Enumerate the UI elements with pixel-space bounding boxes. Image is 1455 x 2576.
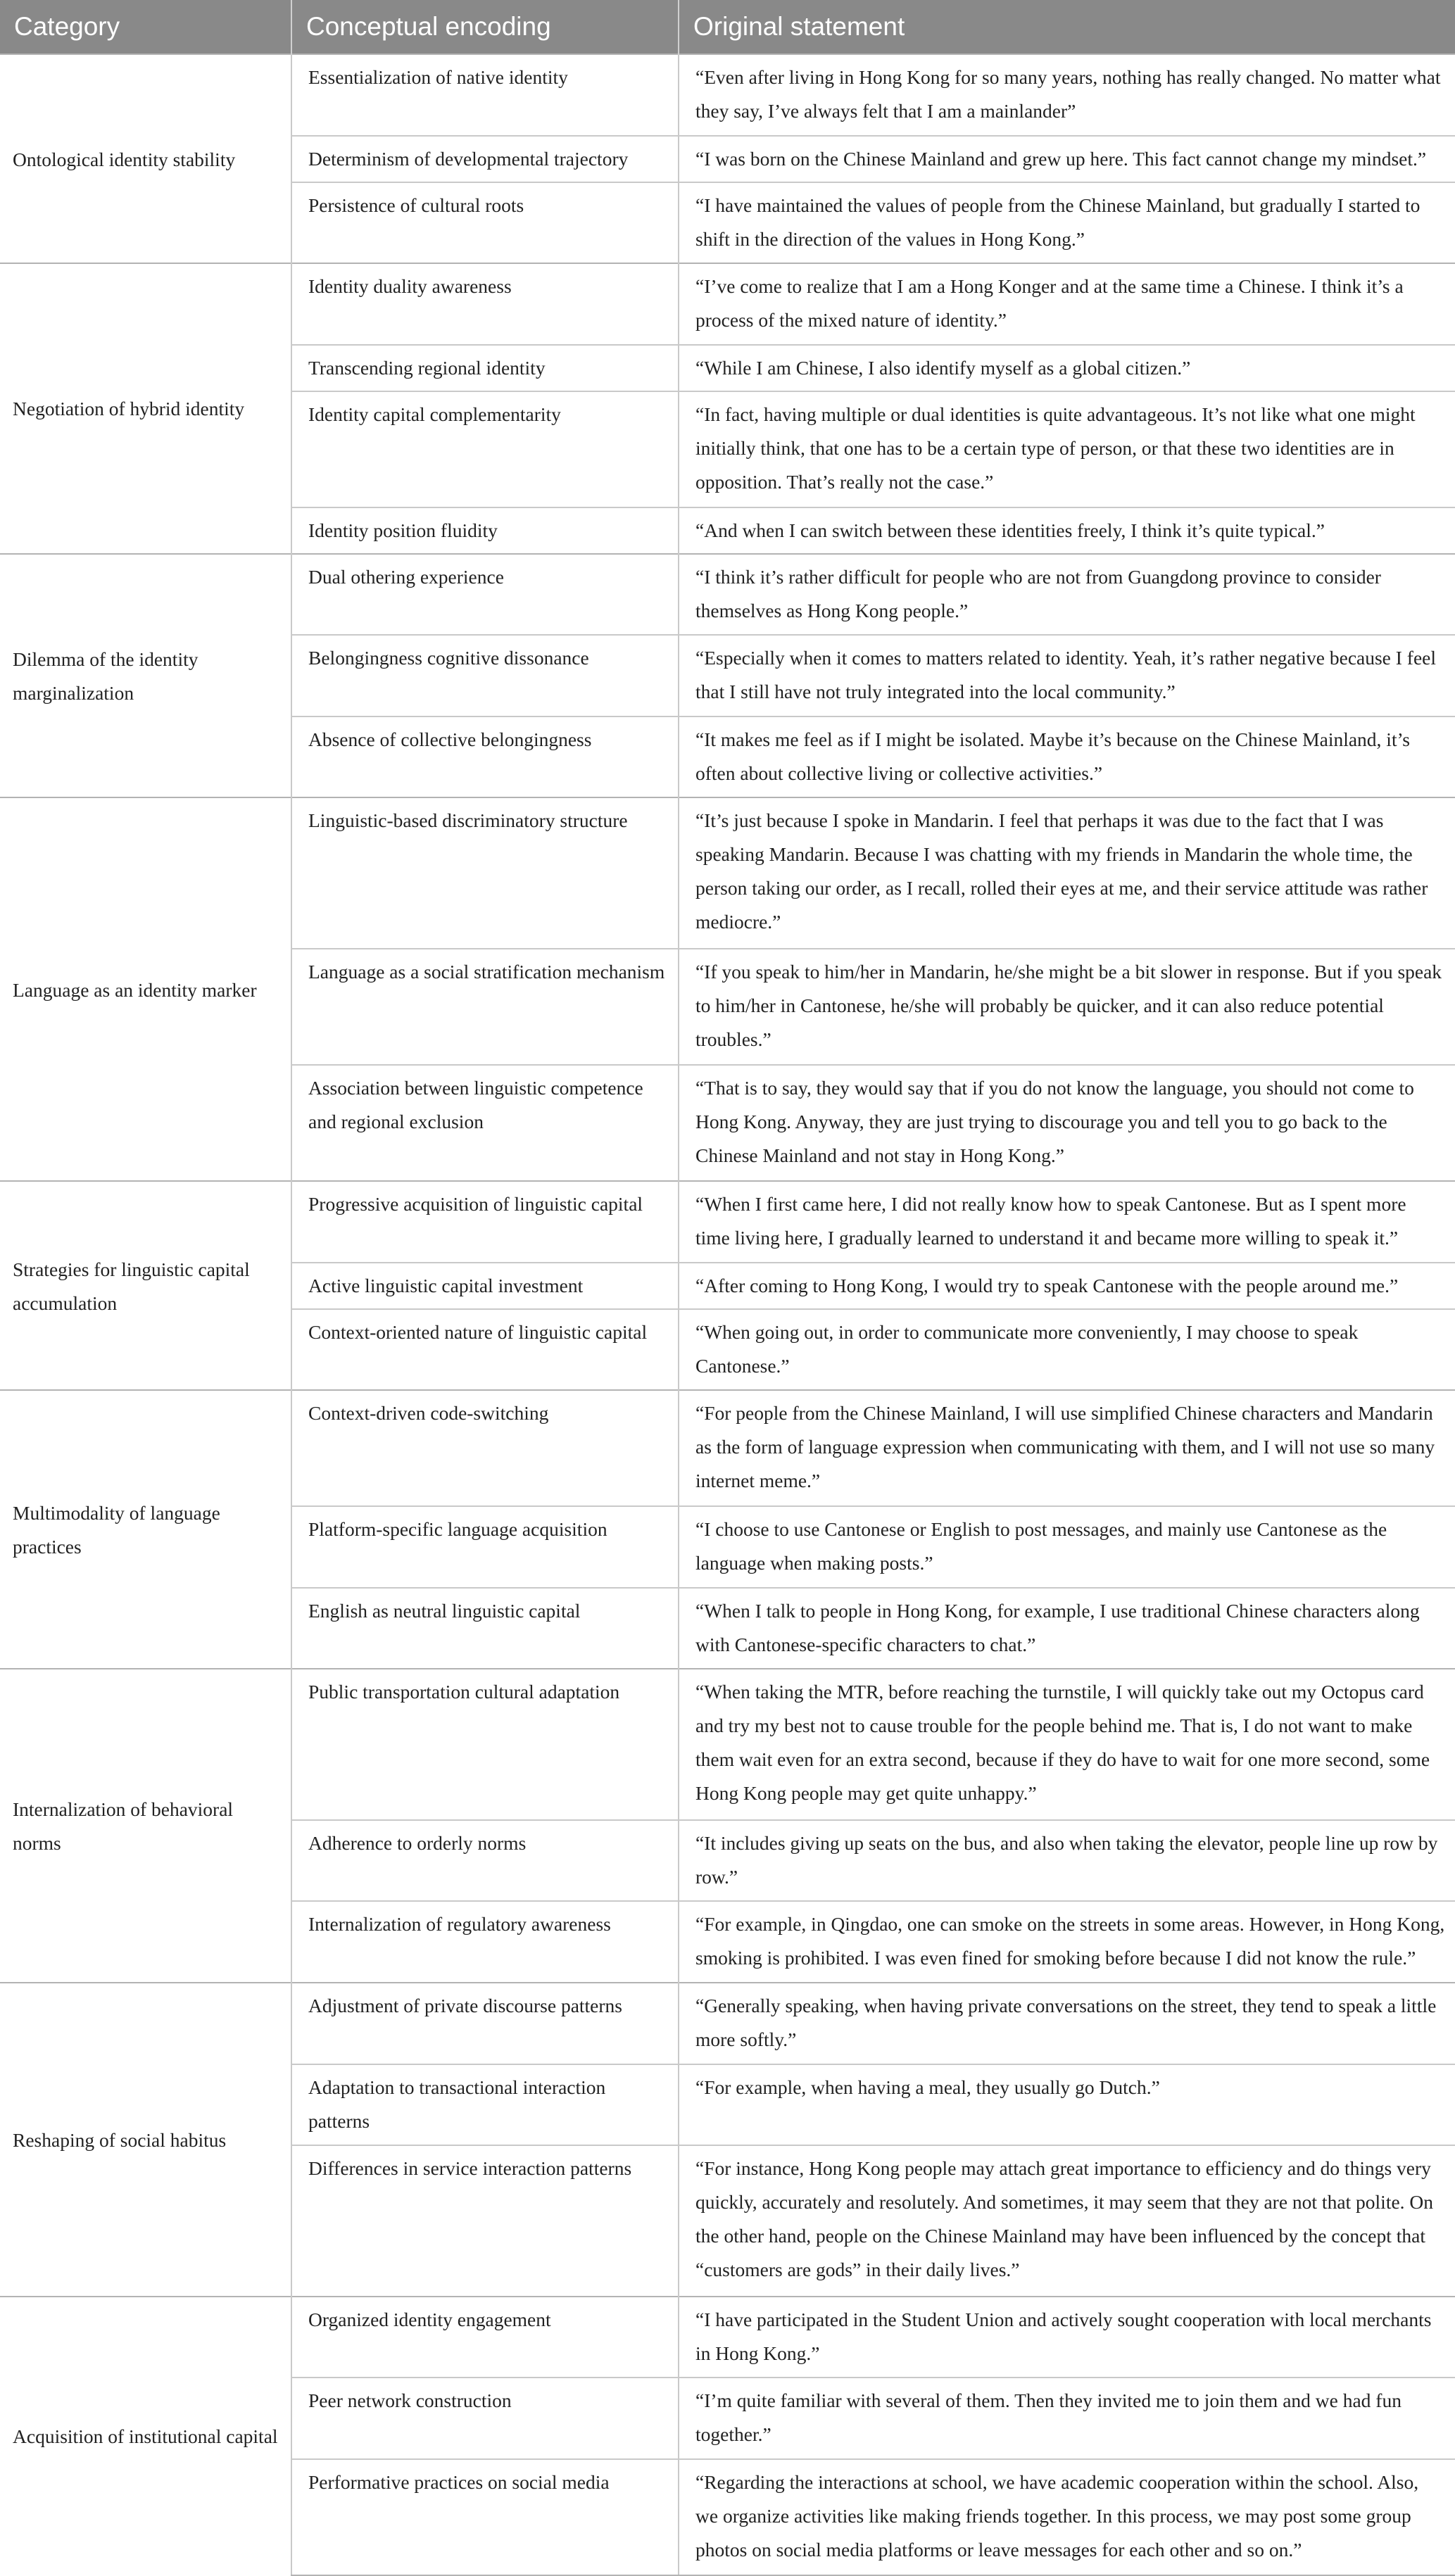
encoding-cell: Progressive acquisition of linguistic capital (291, 1181, 679, 1263)
table-row (0, 1983, 1455, 2064)
statement-cell: “It includes giving up seats on the bus, and also when taking the elevator, people line up row by row.” (679, 1820, 1455, 1902)
header-category: Category (0, 0, 291, 54)
encoding-cell: Peer network construction (291, 2378, 679, 2459)
statement-cell: “While I am Chinese, I also identify myself as a global citizen.” (679, 345, 1455, 391)
statement-cell: “And when I can switch between these identities freely, I think it’s quite typical.” (679, 507, 1455, 554)
encoding-cell: Context-driven code-switching (291, 1390, 679, 1506)
statement-cell: “Even after living in Hong Kong for so many years, nothing has really changed. No matter what they say, I’ve always felt that I am a mainlander” (679, 54, 1455, 136)
statement-cell: “I’m quite familiar with several of them. Then they invited me to join them and we had fun together.” (679, 2378, 1455, 2459)
statement-cell: “For example, when having a meal, they usually go Dutch.” (679, 2064, 1455, 2146)
encoding-cell: Public transportation cultural adaptation (291, 1669, 679, 1820)
statement-cell: “I’ve come to realize that I am a Hong Konger and at the same time a Chinese. I think it’s a process of the mixed nature of identity.” (679, 263, 1455, 345)
encoding-cell: Identity duality awareness (291, 263, 679, 345)
statement-cell: “I think it’s rather difficult for people who are not from Guangdong province to consider themselves as Hong Kong people.” (679, 554, 1455, 636)
statement-cell: “That is to say, they would say that if you do not know the language, you should not come to Hong Kong. Anyway, they are just trying to discourage you and tell you to go back to the Chinese Mainland and not stay in Hong Kong.” (679, 1065, 1455, 1181)
statement-cell: “For instance, Hong Kong people may attach great importance to efficiency and do things very quickly, accurately and resolutely. And sometimes, it may seem that they are not that polite. On the other hand, people on the Chinese Mainland may have been influenced by the concept that “customers are gods” in their daily lives.” (679, 2145, 1455, 2297)
encoding-cell: Internalization of regulatory awareness (291, 1901, 679, 1983)
statement-cell: “I was born on the Chinese Mainland and grew up here. This fact cannot change my mindset.” (679, 136, 1455, 182)
encoding-cell: Differences in service interaction patterns (291, 2145, 679, 2297)
category-cell: Internalization of behavioral norms (0, 1669, 291, 1983)
encoding-cell: Association between linguistic competence and regional exclusion (291, 1065, 679, 1181)
category-cell: Reshaping of social habitus (0, 1983, 291, 2297)
statement-cell: “When I talk to people in Hong Kong, for example, I use traditional Chinese characters along with Cantonese-specific characters to chat.” (679, 1588, 1455, 1669)
statement-cell: “When going out, in order to communicate more conveniently, I may choose to speak Cantonese.” (679, 1309, 1455, 1391)
statement-cell: “For example, in Qingdao, one can smoke on the streets in some areas. However, in Hong Kong, smoking is prohibited. I was even fined for smoking before because I did not know the rule.” (679, 1901, 1455, 1983)
encoding-cell: Linguistic-based discriminatory structure (291, 797, 679, 949)
statement-cell: “I have participated in the Student Union and actively sought cooperation with local merchants in Hong Kong.” (679, 2297, 1455, 2378)
statement-cell: “If you speak to him/her in Mandarin, he/she might be a bit slower in response. But if you speak to him/her in Cantonese, he/she will probably be quicker, and it can also reduce potential troubles.” (679, 949, 1455, 1065)
header-conceptual-encoding: Conceptual encoding (291, 0, 679, 54)
category-cell: Ontological identity stability (0, 54, 291, 263)
category-cell: Language as an identity marker (0, 797, 291, 1181)
encoding-cell: Adjustment of private discourse patterns (291, 1983, 679, 2064)
encoding-cell: Active linguistic capital investment (291, 1263, 679, 1309)
category-cell: Dilemma of the identity marginalization (0, 554, 291, 798)
table-body (0, 54, 1455, 2575)
category-cell: Multimodality of language practices (0, 1390, 291, 1669)
statement-cell: “I have maintained the values of people from the Chinese Mainland, but gradually I started to shift in the direction of the values in Hong Kong.” (679, 182, 1455, 264)
header-row (0, 0, 1455, 54)
category-cell: Acquisition of institutional capital (0, 2297, 291, 2575)
encoding-cell: Belongingness cognitive dissonance (291, 635, 679, 716)
table-row (0, 1181, 1455, 1263)
statement-cell: “When taking the MTR, before reaching the turnstile, I will quickly take out my Octopus card and try my best not to cause trouble for the people behind me. That is, I do not want to make them wait even for an extra second, because if they do have to wait for one more second, some Hong Kong people may get quite unhappy.” (679, 1669, 1455, 1820)
encoding-cell: English as neutral linguistic capital (291, 1588, 679, 1669)
encoding-cell: Identity position fluidity (291, 507, 679, 554)
table-row (0, 2297, 1455, 2378)
statement-cell: “For people from the Chinese Mainland, I will use simplified Chinese characters and Mandarin as the form of language expression when communicating with them, and I will not use so many internet meme.” (679, 1390, 1455, 1506)
table-row (0, 797, 1455, 949)
table-header (0, 0, 1455, 54)
header-original-statement: Original statement (679, 0, 1455, 54)
encoding-cell: Transcending regional identity (291, 345, 679, 391)
encoding-cell: Organized identity engagement (291, 2297, 679, 2378)
encoding-cell: Absence of collective belongingness (291, 716, 679, 798)
encoding-cell: Performative practices on social media (291, 2459, 679, 2575)
encoding-cell: Identity capital complementarity (291, 391, 679, 507)
category-cell: Negotiation of hybrid identity (0, 263, 291, 554)
encoding-cell: Adaptation to transactional interaction patterns (291, 2064, 679, 2146)
category-cell: Strategies for linguistic capital accumulation (0, 1181, 291, 1390)
encoding-cell: Persistence of cultural roots (291, 182, 679, 264)
encoding-cell: Determinism of developmental trajectory (291, 136, 679, 182)
encoding-cell: Adherence to orderly norms (291, 1820, 679, 1902)
table-row (0, 554, 1455, 636)
table-row (0, 1390, 1455, 1506)
encoding-cell: Language as a social stratification mechanism (291, 949, 679, 1065)
statement-cell: “Especially when it comes to matters related to identity. Yeah, it’s rather negative because I feel that I still have not truly integrated into the local community.” (679, 635, 1455, 716)
statement-cell: “Regarding the interactions at school, we have academic cooperation within the school. Also, we organize activities like making friends together. In this process, we may post some group photos on social media platforms or leave messages for each other and so on.” (679, 2459, 1455, 2575)
encoding-cell: Dual othering experience (291, 554, 679, 636)
encoding-cell: Essentialization of native identity (291, 54, 679, 136)
table-row (0, 263, 1455, 345)
statement-cell: “I choose to use Cantonese or English to post messages, and mainly use Cantonese as the language when making posts.” (679, 1506, 1455, 1588)
statement-cell: “In fact, having multiple or dual identities is quite advantageous. It’s not like what one might initially think, that one has to be a certain type of person, or that these two identities are in opposition. That’s really not the case.” (679, 391, 1455, 507)
statement-cell: “It’s just because I spoke in Mandarin. I feel that perhaps it was due to the fact that I was speaking Mandarin. Because I was chatting with my friends in Mandarin the whole time, the person taking our order, as I recall, rolled their eyes at me, and their service attitude was rather mediocre.” (679, 797, 1455, 949)
statement-cell: “It makes me feel as if I might be isolated. Maybe it’s because on the Chinese Mainland, it’s often about collective living or collective activities.” (679, 716, 1455, 798)
encoding-cell: Context-oriented nature of linguistic capital (291, 1309, 679, 1391)
encoding-cell: Platform-specific language acquisition (291, 1506, 679, 1588)
statement-cell: “After coming to Hong Kong, I would try to speak Cantonese with the people around me.” (679, 1263, 1455, 1309)
statement-cell: “Generally speaking, when having private conversations on the street, they tend to speak a little more softly.” (679, 1983, 1455, 2064)
statement-cell: “When I first came here, I did not really know how to speak Cantonese. But as I spent more time living here, I gradually learned to understand it and became more willing to speak it.” (679, 1181, 1455, 1263)
table-row (0, 1669, 1455, 1820)
table-row (0, 54, 1455, 136)
